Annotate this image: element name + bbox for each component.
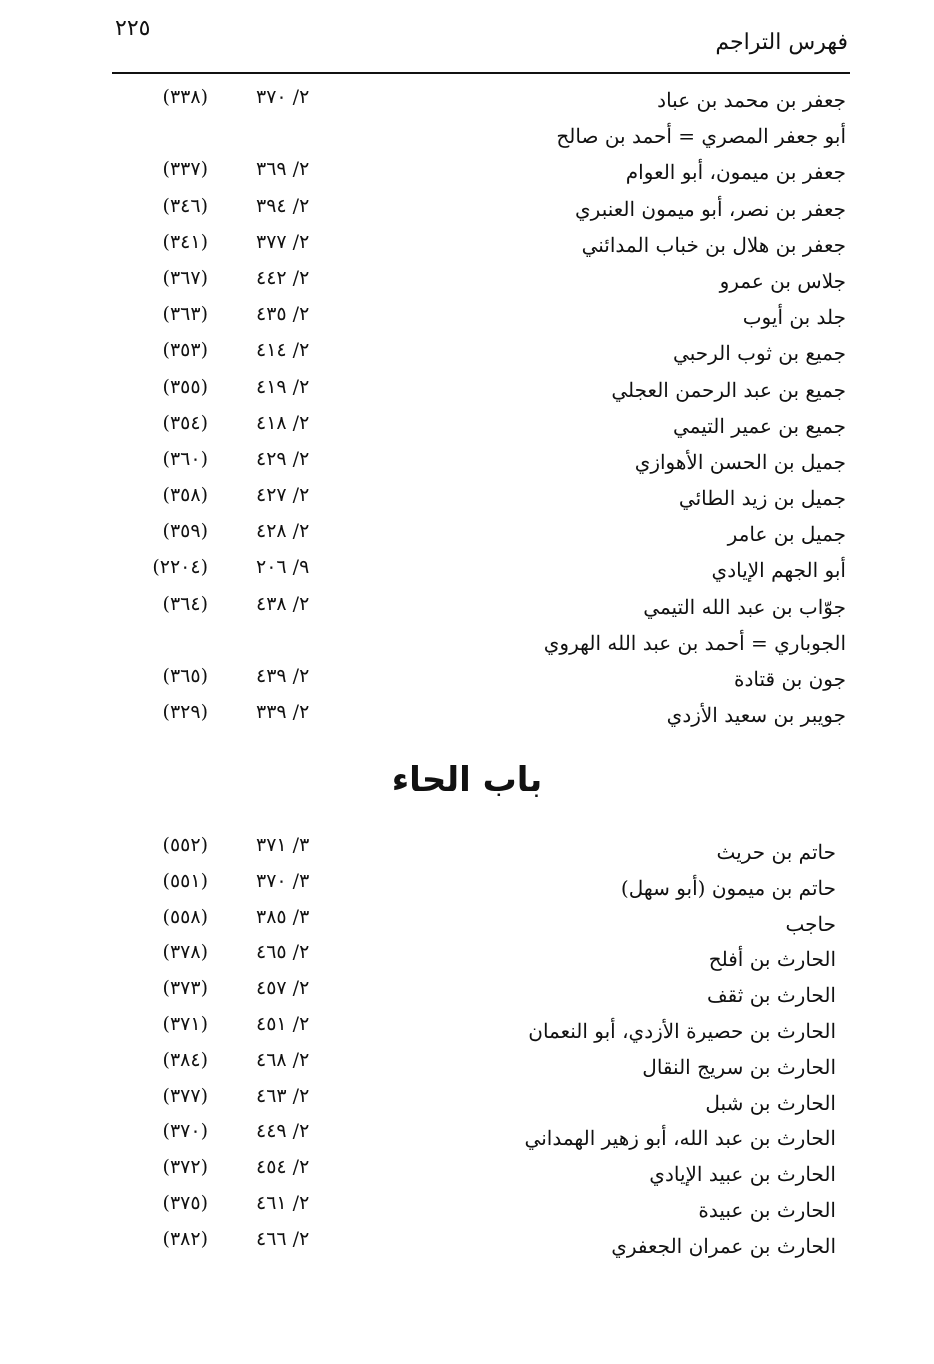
index-entry (0, 446, 934, 482)
entry-number: (٣٥٥) (162, 375, 208, 398)
entry-number: (٣٥٩) (162, 520, 208, 543)
entry-volume-page: ٢/ ٣٩٤ (256, 194, 310, 217)
entry-name: جعفر بن محمد بن عباد (657, 88, 846, 112)
entry-name: الحارث بن شبل (705, 1090, 836, 1115)
chapter-heading: باب الحاء (391, 760, 543, 800)
entry-number: (٣٢٩) (162, 701, 208, 724)
entry-number: (٣٤٦) (162, 194, 208, 217)
index-entry (0, 1083, 934, 1119)
entry-volume-page: ٢/ ٤٤٩ (256, 1120, 310, 1143)
entry-volume-page: ٢/ ٣٧٧ (256, 230, 310, 253)
page-number: ٢٢٥ (115, 16, 151, 41)
entry-name: الحارث بن أفلح (708, 947, 836, 972)
entry-number: (٣٧٨) (162, 941, 208, 964)
entry-volume-page: ٢/ ٤٦٣ (256, 1084, 310, 1107)
entry-number: (٢٢٠٤) (152, 556, 208, 579)
entry-volume-page: ٣/ ٣٧١ (256, 834, 310, 856)
entry-number: (٣٧٥) (162, 1191, 208, 1214)
entry-name: جميل بن الحسن الأهوازي (634, 449, 846, 474)
index-entry (0, 410, 934, 446)
index-entry (0, 265, 934, 301)
entry-volume-page: ٢/ ٤٦٥ (256, 941, 310, 964)
index-entry (0, 627, 934, 663)
running-title: فهرس التراجم (715, 30, 848, 55)
index-entry (0, 84, 934, 120)
entry-name: جميع بن عمير التيمي (673, 413, 846, 438)
index-entry (0, 1011, 934, 1047)
entry-name: جعفر بن هلال بن خباب المدائني (581, 232, 846, 257)
entry-volume-page: ٢/ ٤٣٨ (256, 592, 310, 615)
entry-name: جميع بن عبد الرحمن العجلي (611, 377, 846, 402)
index-entry (0, 591, 934, 627)
entry-volume-page: ٩/ ٢٠٦ (256, 556, 310, 579)
entry-name: جون بن قتادة (734, 667, 846, 691)
entry-volume-page: ٢/ ٣٧٠ (256, 86, 310, 108)
entry-number: (٣٣٨) (162, 86, 208, 108)
entry-name: جعفر بن ميمون، أبو العوام (625, 160, 846, 185)
entry-number: (٥٥٨) (162, 905, 208, 928)
index-entry (0, 832, 934, 868)
entry-name: الحارث بن حصيرة الأزدي، أبو النعمان (528, 1018, 836, 1043)
index-entry (0, 1047, 934, 1083)
entry-name: الحارث بن عبد الله، أبو زهير الهمداني (524, 1126, 836, 1151)
index-entry (0, 868, 934, 904)
index-entry (0, 699, 934, 735)
entry-name: أبو جعفر المصري = أحمد بن صالح (556, 124, 846, 149)
entry-volume-page: ٣/ ٣٨٥ (256, 905, 310, 928)
entry-volume-page: ٢/ ٤٢٧ (256, 484, 310, 507)
index-entry (0, 156, 934, 192)
entry-number: (٣٧٧) (162, 1084, 208, 1107)
entry-number: (٣٧١) (162, 1012, 208, 1035)
entry-volume-page: ٢/ ٤١٩ (256, 375, 310, 398)
entry-name: أبو الجهم الإيادي (711, 558, 846, 583)
entry-volume-page: ٢/ ٣٦٩ (256, 158, 310, 181)
entry-number: (٣٦٧) (162, 266, 208, 289)
entry-volume-page: ٢/ ٤١٤ (256, 339, 310, 362)
entry-volume-page: ٢/ ٤٢٨ (256, 520, 310, 543)
index-entry (0, 975, 934, 1011)
index-entry (0, 939, 934, 975)
entry-volume-page: ٢/ ٤٦٨ (256, 1048, 310, 1071)
entry-name: جوّاب بن عبد الله التيمي (643, 594, 846, 619)
index-entry (0, 337, 934, 373)
entry-name: جميل بن زيد الطائي (678, 486, 846, 511)
index-entry (0, 554, 934, 590)
entry-name: الحارث بن عمران الجعفري (611, 1233, 836, 1258)
entry-name: حاتم بن ميمون (أبو سهل) (620, 875, 836, 900)
entry-volume-page: ٢/ ٤٦١ (256, 1191, 310, 1214)
entry-number: (٣٥٨) (162, 484, 208, 507)
entry-number: (٣٣٧) (162, 158, 208, 181)
entry-name: جميل بن عامر (727, 522, 846, 547)
entry-volume-page: ٢/ ٤٣٥ (256, 303, 310, 326)
entry-number: (٣٦٣) (162, 303, 208, 326)
entry-volume-page: ٢/ ٤٥٧ (256, 977, 310, 1000)
entry-name: جلد بن أيوب (742, 305, 846, 330)
entry-volume-page: ٢/ ٣٣٩ (256, 701, 310, 724)
entry-name: حاجب (785, 911, 836, 936)
entry-name: جلاس بن عمرو (719, 268, 846, 293)
entry-number: (٣٧٣) (162, 977, 208, 1000)
entry-number: (٣٥٣) (162, 339, 208, 362)
entry-volume-page: ٢/ ٤٦٦ (256, 1227, 310, 1250)
index-entry (0, 1118, 934, 1154)
entry-name: الجوباري = أحمد بن عبد الله الهروي (543, 630, 846, 655)
index-entry (0, 229, 934, 265)
entry-number: (٣٦٥) (162, 665, 208, 687)
entry-volume-page: ٢/ ٤٣٩ (256, 665, 310, 687)
entry-number: (٣٧٠) (162, 1120, 208, 1143)
entry-name: جويبر بن سعيد الأزدي (666, 703, 846, 728)
index-entry (0, 193, 934, 229)
index-entry (0, 1154, 934, 1190)
entry-volume-page: ٢/ ٤٤٢ (256, 266, 310, 289)
entry-volume-page: ٢/ ٤٥٤ (256, 1156, 310, 1179)
index-section-jeem (0, 84, 934, 735)
index-entry (0, 482, 934, 518)
entry-number: (٥٥٢) (162, 834, 208, 856)
index-entry (0, 663, 934, 699)
entry-volume-page: ٣/ ٣٧٠ (256, 869, 310, 892)
index-entry (0, 1226, 934, 1262)
entry-number: (٣٥٤) (162, 411, 208, 434)
entry-number: (٣٧٢) (162, 1156, 208, 1179)
entry-volume-page: ٢/ ٤٢٩ (256, 447, 310, 470)
index-entry (0, 374, 934, 410)
index-entry (0, 518, 934, 554)
entry-name: جميع بن ثوب الرحبي (673, 341, 846, 366)
entry-number: (٣٦٠) (162, 447, 208, 470)
index-entry (0, 301, 934, 337)
entry-name: جعفر بن نصر، أبو ميمون العنبري (575, 196, 846, 221)
entry-name: الحارث بن عبيد الإيادي (649, 1162, 836, 1187)
entry-volume-page: ٢/ ٤٥١ (256, 1012, 310, 1035)
index-section-haa (0, 832, 934, 1262)
entry-name: حاتم بن حريث (716, 840, 836, 864)
entry-number: (٣٨٢) (162, 1227, 208, 1250)
entry-number: (٣٤١) (162, 230, 208, 253)
entry-number: (٣٨٤) (162, 1048, 208, 1071)
entry-name: الحارث بن عبيدة (698, 1197, 836, 1222)
entry-name: الحارث بن ثقف (706, 983, 836, 1008)
entry-volume-page: ٢/ ٤١٨ (256, 411, 310, 434)
header-rule (112, 72, 850, 74)
entry-number: (٣٦٤) (162, 592, 208, 615)
index-entry (0, 1190, 934, 1226)
index-entry (0, 904, 934, 940)
entry-number: (٥٥١) (162, 869, 208, 892)
entry-name: الحارث بن سريج النقال (642, 1054, 836, 1079)
index-entry (0, 120, 934, 156)
